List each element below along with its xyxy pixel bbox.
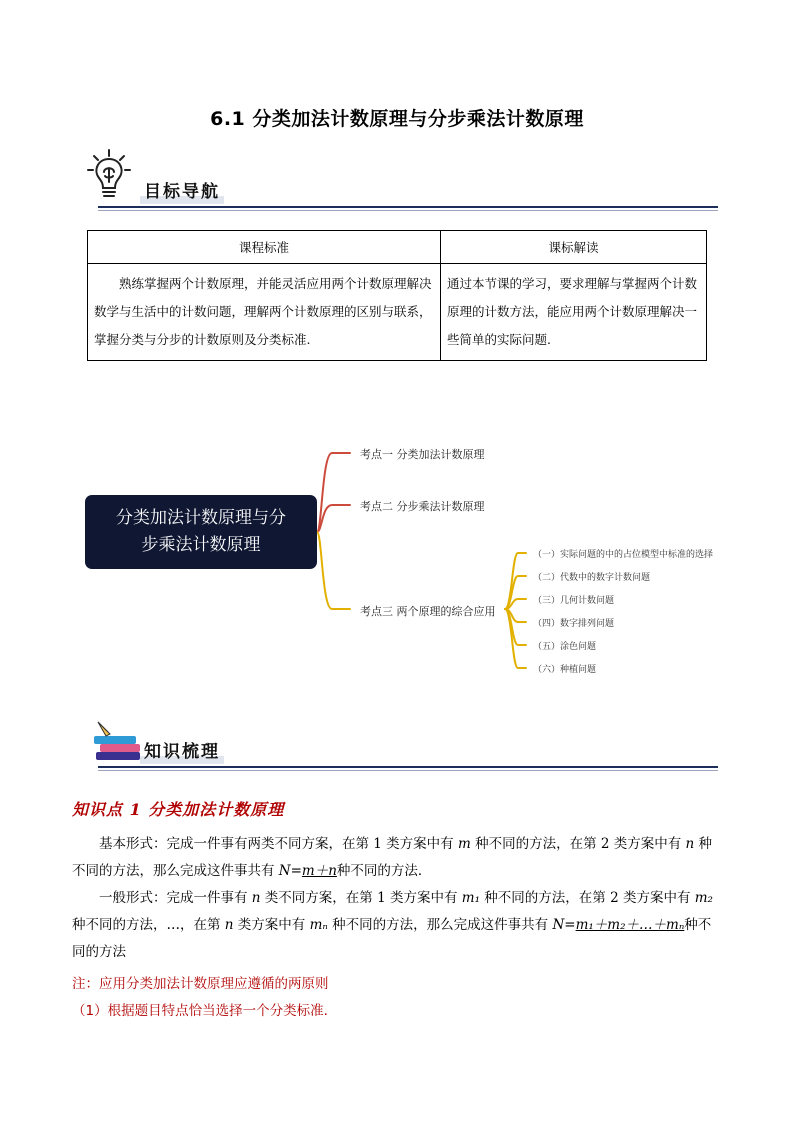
mindmap-subitem: （二）代数中的数字计数问题 xyxy=(533,573,651,583)
text: 种不同的方法，那么完成这件事共有 xyxy=(327,917,553,933)
section-label: 目标导航 xyxy=(144,182,220,202)
formula: m＋n xyxy=(301,863,337,879)
page-title: 6.1 分类加法计数原理与分步乘法计数原理 xyxy=(210,108,584,130)
text: 类不同方案，在第 1 类方案中有 xyxy=(260,890,462,906)
math-var: N xyxy=(552,917,565,933)
math-var: m₁ xyxy=(461,890,480,906)
paragraph-basic-form xyxy=(72,831,724,885)
text: 类方案中有 xyxy=(233,917,310,933)
text: 种不同的方法 xyxy=(72,917,712,960)
table-cell: 熟练掌握两个计数原理，并能灵活应用两个计数原理解决数学与生活中的计数问题，理解两个计数原理的区别与联系，掌握分类与分步的计数原则及分类标准. xyxy=(88,264,441,361)
text: 种不同的方法，在第 2 类方案中有 xyxy=(470,836,686,852)
mindmap-branch: 考点一 分类加法计数原理 xyxy=(360,448,485,461)
text: = xyxy=(290,863,302,879)
mindmap-root-line: 步乘法计数原理 xyxy=(141,535,261,555)
note-heading: 注：应用分类加法计数原理应遵循的两原则 xyxy=(72,976,329,992)
mindmap-subitem: （一）实际问题的中的占位模型中标准的选择 xyxy=(533,550,714,560)
math-var: n xyxy=(224,917,234,933)
note-item: （1）根据题目特点恰当选择一个分类标准. xyxy=(72,1003,328,1019)
math-var: mₙ xyxy=(309,917,328,933)
mindmap-root xyxy=(85,495,317,569)
math-var: m₂ xyxy=(694,890,713,906)
section-label: 知识梳理 xyxy=(144,742,220,762)
section-header-knowledge xyxy=(86,708,718,768)
text: 种不同的方法，那么完成这件事共有 xyxy=(72,836,713,879)
math-var: N xyxy=(278,863,291,879)
text: 种不同的方法，在第 2 类方案中有 xyxy=(479,890,695,906)
math-var: m xyxy=(457,836,471,852)
table-header: 课程标准 xyxy=(88,231,441,264)
books-icon xyxy=(90,718,146,766)
math-var: n xyxy=(251,890,261,906)
connector-sub-2 xyxy=(505,576,526,609)
text: 基本形式：完成一件事有两类不同方案，在第 1 类方案中有 xyxy=(99,836,458,852)
mindmap-root-line: 分类加法计数原理与分 xyxy=(116,508,286,528)
mindmap-subitem: （四）数字排列问题 xyxy=(533,619,615,629)
mindmap-subitem: （三）几何计数问题 xyxy=(533,596,615,606)
knowledge-point-title: 知识点 1 分类加法计数原理 xyxy=(72,800,285,819)
mindmap-subitem: （五）涂色问题 xyxy=(533,642,597,652)
mindmap-branch: 考点二 分步乘法计数原理 xyxy=(360,500,485,513)
paragraph-general-form xyxy=(72,885,724,966)
mindmap-branch: 考点三 两个原理的综合应用 xyxy=(360,605,496,618)
text: 一般形式：完成一件事有 xyxy=(99,890,252,906)
table-header: 课标解读 xyxy=(441,231,707,264)
text: 种不同的方法． xyxy=(336,863,432,879)
connector-sub-6 xyxy=(505,609,526,668)
formula: m₁＋m₂＋…＋mₙ xyxy=(575,917,685,933)
text: 种不同的方法，…，在第 xyxy=(72,917,225,933)
math-var: n xyxy=(685,836,695,852)
connector-branch-3 xyxy=(317,532,350,609)
text: = xyxy=(564,917,576,933)
mindmap-subitem: （六）种植问题 xyxy=(533,665,597,675)
table-cell: 通过本节课的学习，要求理解与掌握两个计数原理的计数方法，能应用两个计数原理解决一些简单的实际问题. xyxy=(441,264,707,361)
